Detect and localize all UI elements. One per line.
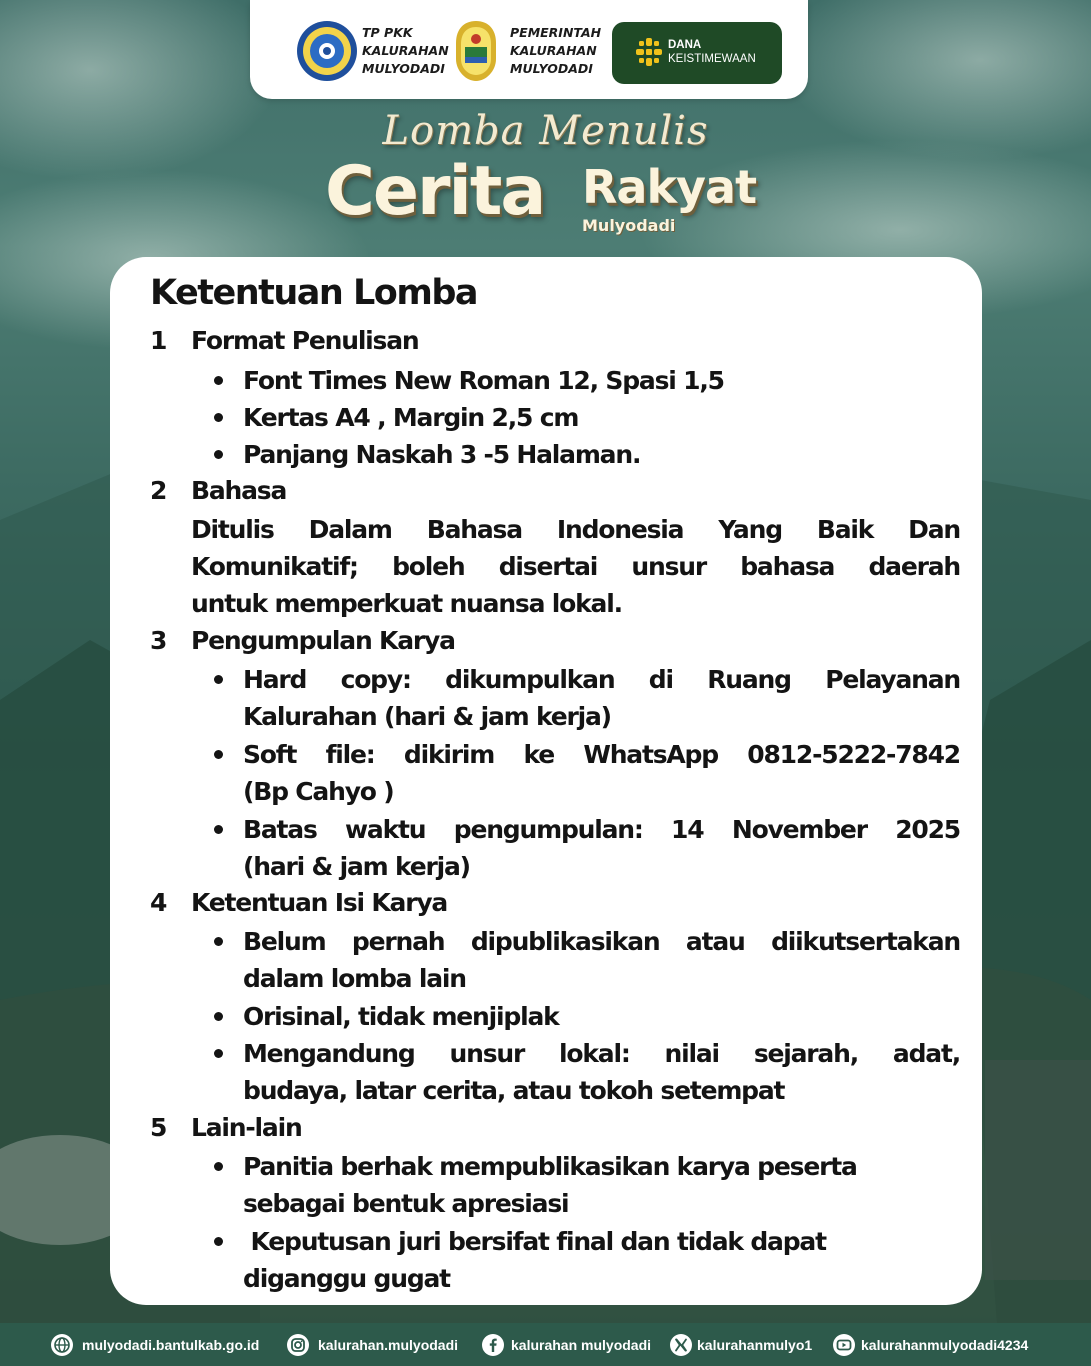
section-title: Ketentuan Isi Karya: [191, 888, 448, 917]
section-number: 1: [150, 326, 167, 355]
section-title: Lain-lain: [191, 1113, 302, 1142]
bullet-icon: [214, 1049, 223, 1058]
youtube-icon: [832, 1333, 856, 1357]
section-number: 2: [150, 476, 167, 505]
bullet-icon: [214, 1237, 223, 1246]
footer-website-link[interactable]: mulyodadi.bantulkab.go.id: [82, 1337, 260, 1353]
bullet-text-continued: budaya, latar cerita, atau tokoh setempat: [243, 1076, 785, 1105]
bullet-text: Orisinal, tidak menjiplak: [243, 1002, 559, 1031]
bullet-text-continued: (Bp Cahyo ): [243, 777, 394, 806]
section-title: Format Penulisan: [191, 326, 419, 355]
dana-keistimewaan-text: [668, 38, 756, 66]
bullet-text-continued: (hari & jam kerja): [243, 852, 470, 881]
bullet-text: Kertas A4 , Margin 2,5 cm: [243, 403, 579, 432]
bullet-text: Belum pernah dipublikasikan atau diikutsertakan: [243, 927, 960, 956]
footer-instagram-link[interactable]: kalurahan.mulyodadi: [318, 1337, 459, 1353]
section-number: 5: [150, 1113, 167, 1142]
bullet-text: Font Times New Roman 12, Spasi 1,5: [243, 366, 724, 395]
dana-line1: DANA: [668, 39, 702, 51]
bullet-icon: [214, 450, 223, 459]
bullet-text: Keputusan juri bersifat final dan tidak dapat: [243, 1227, 826, 1256]
bullet-icon: [214, 1162, 223, 1171]
paragraph-line: Komunikatif; boleh disertai unsur bahasa daerah: [191, 552, 960, 581]
pemerintah-emblem-icon: [454, 19, 498, 83]
bullet-text: Mengandung unsur lokal: nilai sejarah, adat,: [243, 1039, 960, 1068]
bullet-text-continued: sebagai bentuk apresiasi: [243, 1189, 569, 1218]
title-location: Mulyodadi: [582, 216, 676, 235]
x-twitter-icon: [669, 1333, 693, 1357]
footer-x-link[interactable]: kalurahanmulyo1: [697, 1337, 813, 1353]
bullet-icon: [214, 1012, 223, 1021]
paragraph-line: untuk memperkuat nuansa lokal.: [191, 589, 622, 618]
dana-line2: KEISTIMEWAAN: [668, 53, 756, 65]
footer-youtube-link[interactable]: kalurahanmulyodadi4234: [861, 1337, 1029, 1353]
bullet-text: Hard copy: dikumpulkan di Ruang Pelayanan: [243, 665, 960, 694]
bullet-icon: [214, 937, 223, 946]
bullet-icon: [214, 413, 223, 422]
title-main: Cerita: [325, 152, 545, 231]
dana-keistimewaan-icon: [634, 36, 664, 68]
bullet-icon: [214, 825, 223, 834]
bullet-text: Soft file: dikirim ke WhatsApp 0812-5222-7842: [243, 740, 960, 769]
bullet-text: Panjang Naskah 3 -5 Halaman.: [243, 440, 641, 469]
pkk-emblem-icon: [296, 20, 358, 82]
title-side: Rakyat: [582, 160, 757, 214]
bullet-icon: [214, 376, 223, 385]
bullet-text: Panitia berhak mempublikasikan karya peserta: [243, 1152, 857, 1181]
section-title: Bahasa: [191, 476, 287, 505]
facebook-icon: [481, 1333, 505, 1357]
instagram-icon: [286, 1333, 310, 1357]
pemerintah-logo-text: PEMERINTAH KALURAHAN MULYODADI: [510, 25, 602, 76]
title-script: Lomba Menulis: [382, 108, 709, 154]
globe-icon: [50, 1333, 74, 1357]
footer-facebook-link[interactable]: kalurahan mulyodadi: [511, 1337, 652, 1353]
paragraph-line: Ditulis Dalam Bahasa Indonesia Yang Baik Dan: [191, 515, 960, 544]
rules-heading: Ketentuan Lomba: [150, 273, 477, 313]
bullet-text-continued: dalam lomba lain: [243, 964, 466, 993]
section-number: 3: [150, 626, 167, 655]
section-number: 4: [150, 888, 167, 917]
bullet-text: Batas waktu pengumpulan: 14 November 2025: [243, 815, 960, 844]
bullet-text-continued: diganggu gugat: [243, 1264, 450, 1293]
bullet-icon: [214, 675, 223, 684]
section-title: Pengumpulan Karya: [191, 626, 455, 655]
bullet-text-continued: Kalurahan (hari & jam kerja): [243, 702, 611, 731]
pkk-logo-text: TP PKK KALURAHAN MULYODADI: [362, 25, 449, 76]
bullet-icon: [214, 750, 223, 759]
